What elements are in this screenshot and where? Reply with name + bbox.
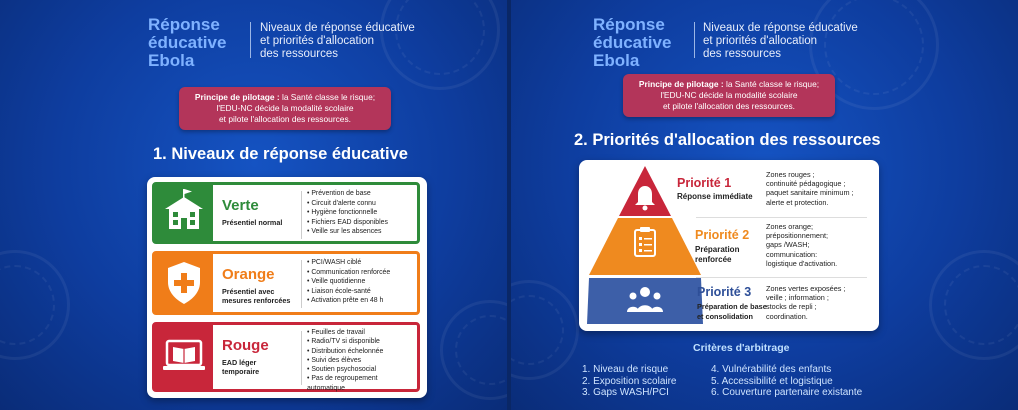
shield-cross-icon	[155, 254, 213, 312]
pyramid-middle	[585, 218, 705, 276]
principe-label: Principe de pilotage :	[194, 92, 280, 102]
level-subtitle-line: mesures renforcées	[222, 296, 291, 305]
level-subtitle	[222, 287, 290, 305]
list-item: • Circuit d'alerte connu	[307, 199, 388, 209]
priority-description	[766, 222, 837, 268]
priority-subtitle-line: Réponse immédiate	[677, 192, 753, 201]
level-name: Verte	[222, 197, 259, 214]
principe-label: Principe de pilotage :	[638, 79, 724, 89]
criteria-column-2	[711, 364, 862, 399]
priority-subtitle-line: et consolidation	[697, 311, 753, 321]
list-item: • Distribution échelonnée	[307, 347, 417, 356]
principe-text: l'EDU-NC décide la modalité scolaire	[660, 90, 798, 100]
principe-text: la Santé classe le risque;	[279, 92, 376, 102]
priority-title: Priorité 3	[697, 285, 752, 299]
priority-title: Priorité 1	[677, 176, 732, 190]
list-item: • Veille sur les absences	[307, 227, 388, 237]
priority-description	[766, 170, 854, 207]
brand-line: éducative	[148, 33, 227, 52]
priorities-card	[579, 160, 879, 331]
criteria-item: 6. Couverture partenaire existante	[711, 387, 863, 398]
priority-title: Priorité 2	[695, 228, 750, 242]
priority-subtitle-line: Préparation	[695, 245, 740, 254]
desc-line: communication:	[766, 249, 818, 259]
principe-banner	[179, 87, 391, 130]
priority-subtitle	[695, 245, 739, 264]
list-item: • Communication renforcée	[307, 268, 390, 278]
list-item: • Radio/TV si disponible	[307, 337, 417, 346]
level-rouge	[152, 322, 420, 392]
list-item: • Veille quotidienne	[307, 277, 390, 287]
pyramid-top	[585, 164, 705, 218]
level-items	[307, 258, 390, 306]
brand-line: éducative	[593, 33, 672, 52]
subtitle-line: Niveaux de réponse éducative	[703, 22, 858, 34]
level-subtitle	[222, 358, 259, 376]
brand-line: Réponse	[148, 15, 220, 34]
level-subtitle-line: temporaire	[222, 367, 260, 376]
level-subtitle-line: Présentiel normal	[222, 218, 283, 227]
level-subtitle	[222, 218, 282, 227]
priority-row-1	[585, 164, 873, 218]
principe-text: l'EDU-NC décide la modalité scolaire	[216, 103, 354, 113]
desc-line: Zones rouges ;	[766, 170, 815, 179]
subtitle-line: et priorités d'allocation	[260, 35, 375, 47]
subtitle-line: des ressources	[260, 48, 338, 60]
priority-subtitle	[697, 302, 767, 321]
priority-row-3	[585, 278, 873, 326]
divider	[301, 260, 302, 308]
level-subtitle-line: Présentiel avec	[222, 287, 275, 296]
list-item: • Pas de regroupement automatique	[307, 374, 417, 393]
principe-text: la Santé classe le risque;	[723, 79, 820, 89]
principe-text: et pilote l'allocation des ressources.	[219, 114, 351, 124]
list-item: • Feuilles de travail	[307, 328, 417, 337]
brand-title	[148, 16, 226, 70]
subtitle	[703, 22, 858, 61]
virus-decoration	[440, 300, 509, 400]
level-items	[307, 328, 417, 393]
desc-line: alerte et protection.	[766, 197, 829, 207]
criteria-item: 3. Gaps WASH/PCI	[582, 387, 669, 398]
right-panel	[509, 0, 1018, 410]
priority-row-2	[585, 218, 873, 276]
criteria-item: 2. Exposition scolaire	[582, 375, 677, 387]
brand-line: Réponse	[593, 15, 665, 34]
list-item: • PCI/WASH ciblé	[307, 258, 390, 268]
virus-decoration	[509, 280, 579, 380]
virus-decoration	[929, 250, 1018, 360]
level-orange	[152, 251, 420, 315]
desc-line: stocks de repli ;	[766, 302, 817, 312]
subtitle	[260, 22, 415, 61]
list-item: • Suivi des élèves	[307, 356, 417, 365]
list-item: • Fichiers EAD disponibles	[307, 218, 388, 228]
brand-line: Ebola	[593, 51, 640, 70]
list-item: • Liaison école-santé	[307, 287, 390, 297]
laptop-book-icon	[155, 325, 213, 389]
criteria-item: 4. Vulnérabilité des enfants	[711, 364, 832, 375]
criteria-title: Critères d'arbitrage	[693, 342, 790, 354]
desc-line: Zones orange;	[766, 222, 814, 231]
panel-divider	[507, 0, 511, 410]
title-separator	[694, 22, 695, 58]
desc-line: gaps /WASH;	[766, 240, 810, 250]
levels-heading: 1. Niveaux de réponse éducative	[153, 145, 408, 163]
title-separator	[250, 22, 251, 58]
desc-line: coordination.	[766, 311, 808, 321]
list-item: • Activation prête en 48 h	[307, 296, 390, 306]
desc-line: paquet sanitaire minimum ;	[766, 188, 854, 198]
principe-banner	[623, 74, 835, 117]
priority-subtitle	[677, 192, 753, 202]
criteria-item: 5. Accessibilité et logistique	[711, 375, 833, 387]
criteria-item: 1. Niveau de risque	[582, 364, 669, 375]
school-icon	[155, 185, 213, 241]
subtitle-line: et priorités d'allocation	[703, 35, 818, 47]
divider	[301, 191, 302, 239]
priorities-heading: 2. Priorités d'allocation des ressources	[574, 131, 881, 149]
list-item: • Prévention de base	[307, 189, 388, 199]
priority-description	[766, 284, 846, 321]
desc-line: logistique d'activation.	[766, 258, 838, 268]
criteria-column-1	[582, 364, 677, 399]
subtitle-line: Niveaux de réponse éducative	[260, 22, 415, 34]
desc-line: veille ; information ;	[766, 293, 829, 303]
level-name: Orange	[222, 266, 275, 283]
list-item: • Hygiène fonctionnelle	[307, 208, 388, 218]
brand-line: Ebola	[148, 51, 195, 70]
divider	[301, 331, 302, 385]
pyramid-base	[585, 278, 705, 326]
people-group-icon	[640, 287, 650, 297]
virus-decoration	[0, 250, 70, 360]
desc-line: prépositionnement;	[766, 231, 829, 241]
brand-title	[593, 16, 671, 70]
level-subtitle-line: EAD léger	[222, 358, 257, 367]
levels-card	[147, 177, 427, 398]
principe-text: et pilote l'allocation des ressources.	[663, 101, 795, 111]
list-item: • Soutien psychosocial	[307, 365, 417, 374]
subtitle-line: des ressources	[703, 48, 781, 60]
desc-line: continuité pédagogique ;	[766, 179, 846, 189]
desc-line: Zones vertes exposées ;	[766, 284, 846, 293]
level-verte	[152, 182, 420, 244]
level-name: Rouge	[222, 337, 269, 354]
priority-subtitle-line: Préparation de base	[697, 302, 767, 311]
priority-subtitle-line: renforcée	[695, 254, 732, 264]
level-items	[307, 189, 388, 237]
